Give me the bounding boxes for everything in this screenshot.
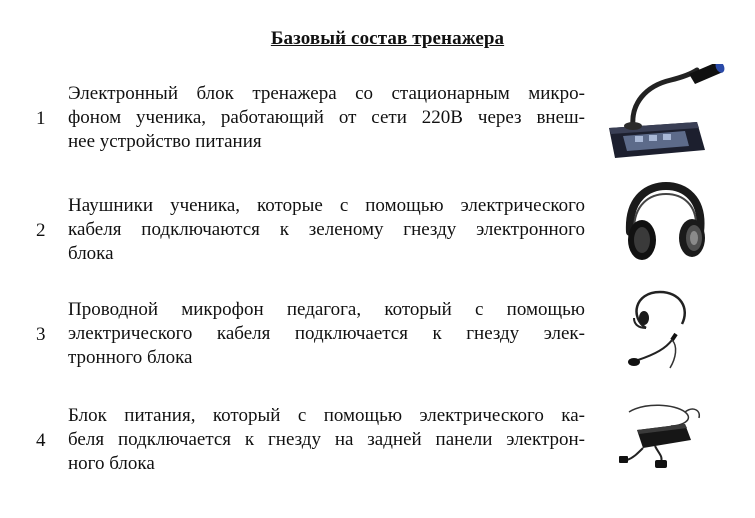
description-line: ного блока bbox=[68, 453, 155, 474]
description-line: кабеля подключаются к зеленому гнезду электронного bbox=[68, 219, 585, 240]
item-number: 4 bbox=[36, 430, 46, 451]
description-line: Проводной микрофон педагога, который с помощью bbox=[68, 299, 585, 320]
description-line: тронного блока bbox=[68, 347, 193, 368]
description-line: фоном ученика, работающий от сети 220В через внеш- bbox=[68, 107, 585, 128]
description-line: электрического кабеля подключается к гнезду элек- bbox=[68, 323, 585, 344]
item-number: 1 bbox=[36, 108, 46, 129]
headset-microphone-icon bbox=[616, 288, 696, 372]
item-number: 3 bbox=[36, 324, 46, 345]
description-line: Электронный блок тренажера со стационарным микро- bbox=[68, 83, 585, 104]
description-line: беля подключается к гнезду на задней панели электрон- bbox=[68, 429, 585, 450]
item-description bbox=[68, 194, 585, 266]
item-description bbox=[68, 404, 585, 476]
page-title: Базовый состав тренажера bbox=[270, 28, 505, 49]
desk-microphone-icon bbox=[605, 64, 727, 164]
power-adapter-icon bbox=[615, 402, 705, 472]
description-line: Блок питания, который с помощью электрического ка- bbox=[68, 405, 585, 426]
description-line: блока bbox=[68, 243, 114, 264]
item-description bbox=[68, 298, 585, 370]
description-line: нее устройство питания bbox=[68, 131, 262, 152]
description-line: Наушники ученика, которые с помощью электрического bbox=[68, 195, 585, 216]
item-number: 2 bbox=[36, 220, 46, 241]
headphones-icon bbox=[620, 182, 710, 266]
item-description bbox=[68, 82, 585, 154]
